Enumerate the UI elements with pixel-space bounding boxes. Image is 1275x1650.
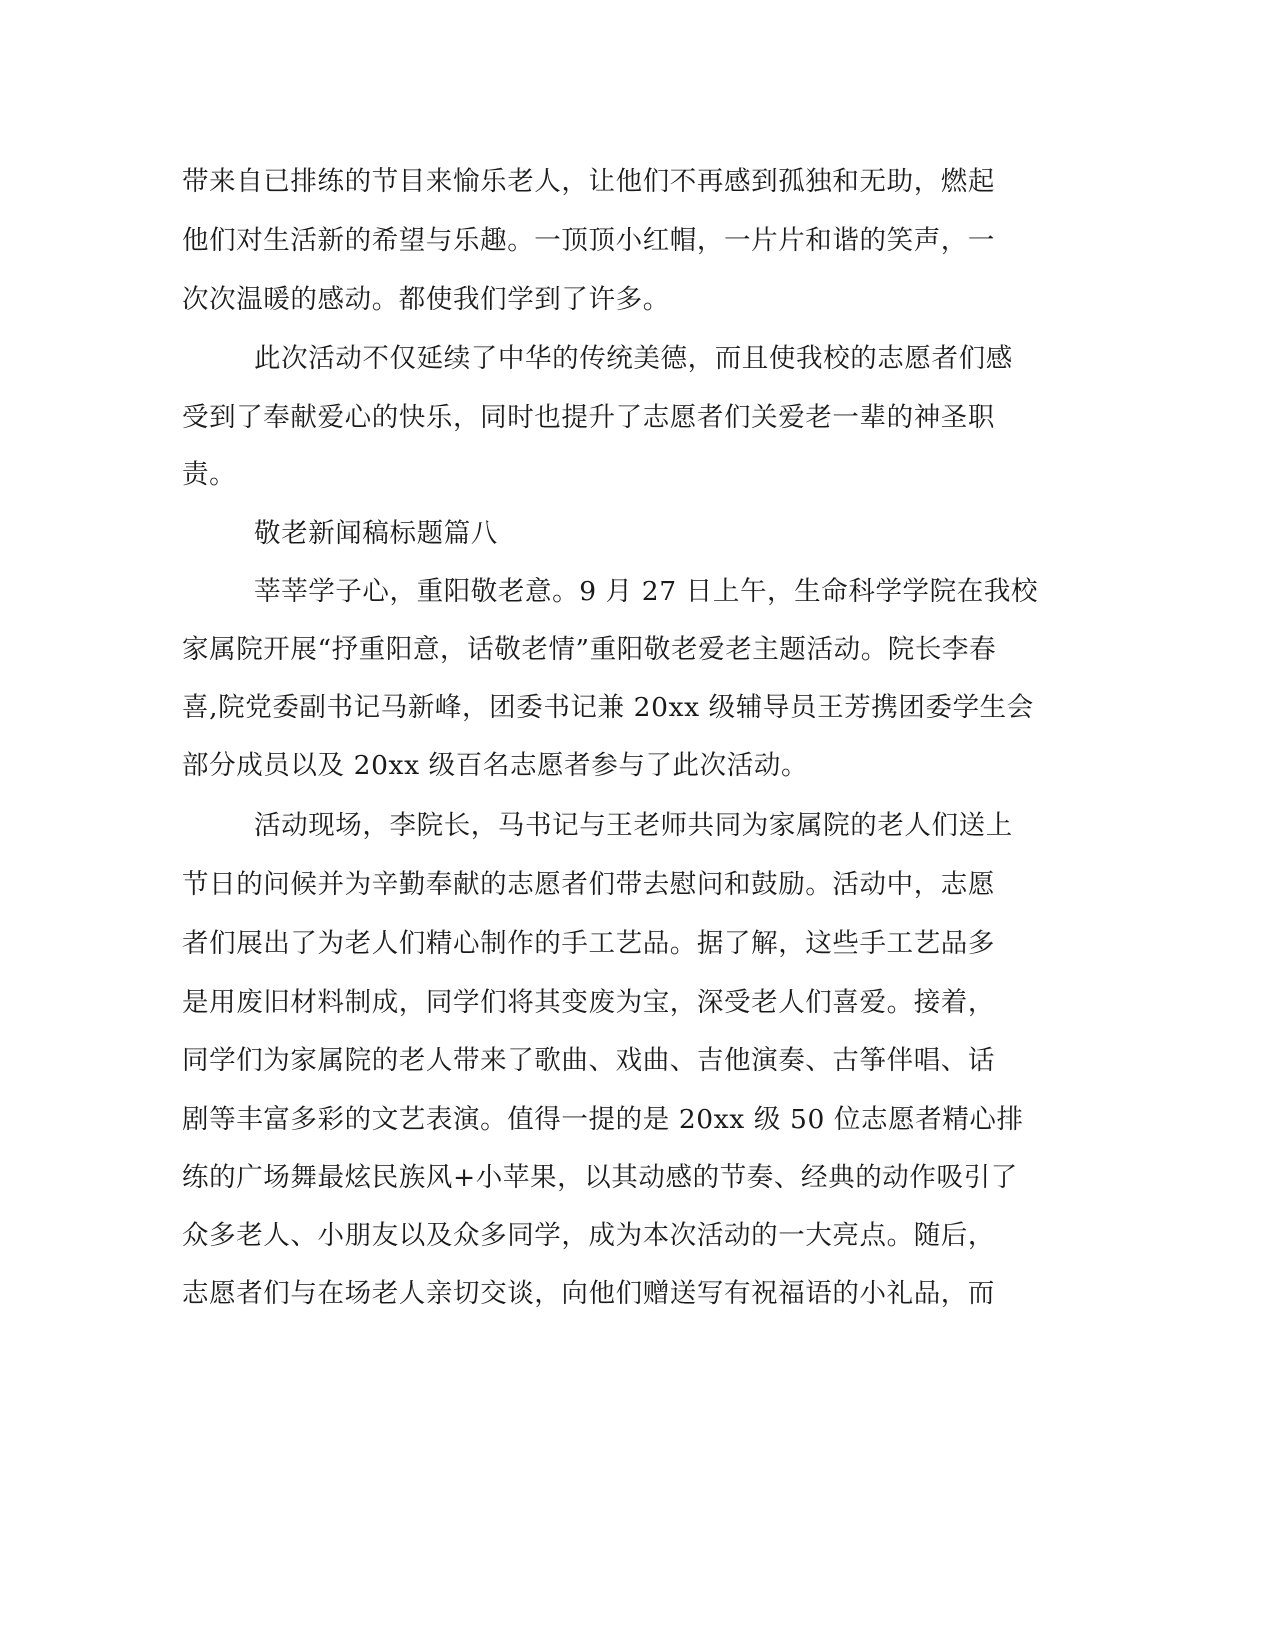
- paragraph-line: 志愿者们与在场老人亲切交谈，向他们赠送写有祝福语的小礼品，而: [182, 1278, 995, 1309]
- paragraph-line: 家属院开展“抒重阳意，话敬老情”重阳敬老爱老主题活动。院长李春: [182, 634, 997, 665]
- paragraph-line: 剧等丰富多彩的文艺表演。值得一提的是 20xx 级 50 位志愿者精心排: [182, 1104, 1024, 1135]
- paragraph-line: 责。: [182, 459, 237, 490]
- paragraph-line: 练的广场舞最炫民族风+小苹果，以其动感的节奏、经典的动作吸引了: [182, 1162, 1018, 1193]
- paragraph-line: 众多老人、小朋友以及众多同学，成为本次活动的一大亮点。随后，: [182, 1220, 995, 1251]
- paragraph-line: 此次活动不仅延续了中华的传统美德，而且使我校的志愿者们感: [254, 343, 1013, 374]
- paragraph-line: 部分成员以及 20xx 级百名志愿者参与了此次活动。: [182, 750, 809, 781]
- paragraph-line: 是用废旧材料制成，同学们将其变废为宝，深受老人们喜爱。接着，: [182, 987, 995, 1018]
- paragraph-line: 次次温暖的感动。都使我们学到了许多。: [182, 284, 670, 315]
- paragraph-line: 他们对生活新的希望与乐趣。一顶顶小红帽，一片片和谐的笑声，一: [182, 225, 995, 256]
- paragraph-line: 受到了奉献爱心的快乐，同时也提升了志愿者们关爱老一辈的神圣职: [182, 402, 995, 433]
- section-heading: 敬老新闻稿标题篇八: [254, 518, 498, 549]
- paragraph-line: 节日的问候并为辛勤奉献的志愿者们带去慰问和鼓励。活动中，志愿: [182, 869, 995, 900]
- paragraph-line: 喜,院党委副书记马新峰，团委书记兼 20xx 级辅导员王芳携团委学生会: [182, 692, 1034, 723]
- paragraph-line: 活动现场，李院长，马书记与王老师共同为家属院的老人们送上: [254, 810, 1013, 841]
- paragraph-line: 莘莘学子心，重阳敬老意。9 月 27 日上午，生命科学学院在我校: [254, 576, 1039, 607]
- paragraph-line: 带来自已排练的节目来愉乐老人，让他们不再感到孤独和无助，燃起: [182, 166, 995, 197]
- paragraph-line: 同学们为家属院的老人带来了歌曲、戏曲、吉他演奏、古筝伴唱、话: [182, 1045, 995, 1076]
- paragraph-line: 者们展出了为老人们精心制作的手工艺品。据了解，这些手工艺品多: [182, 928, 995, 959]
